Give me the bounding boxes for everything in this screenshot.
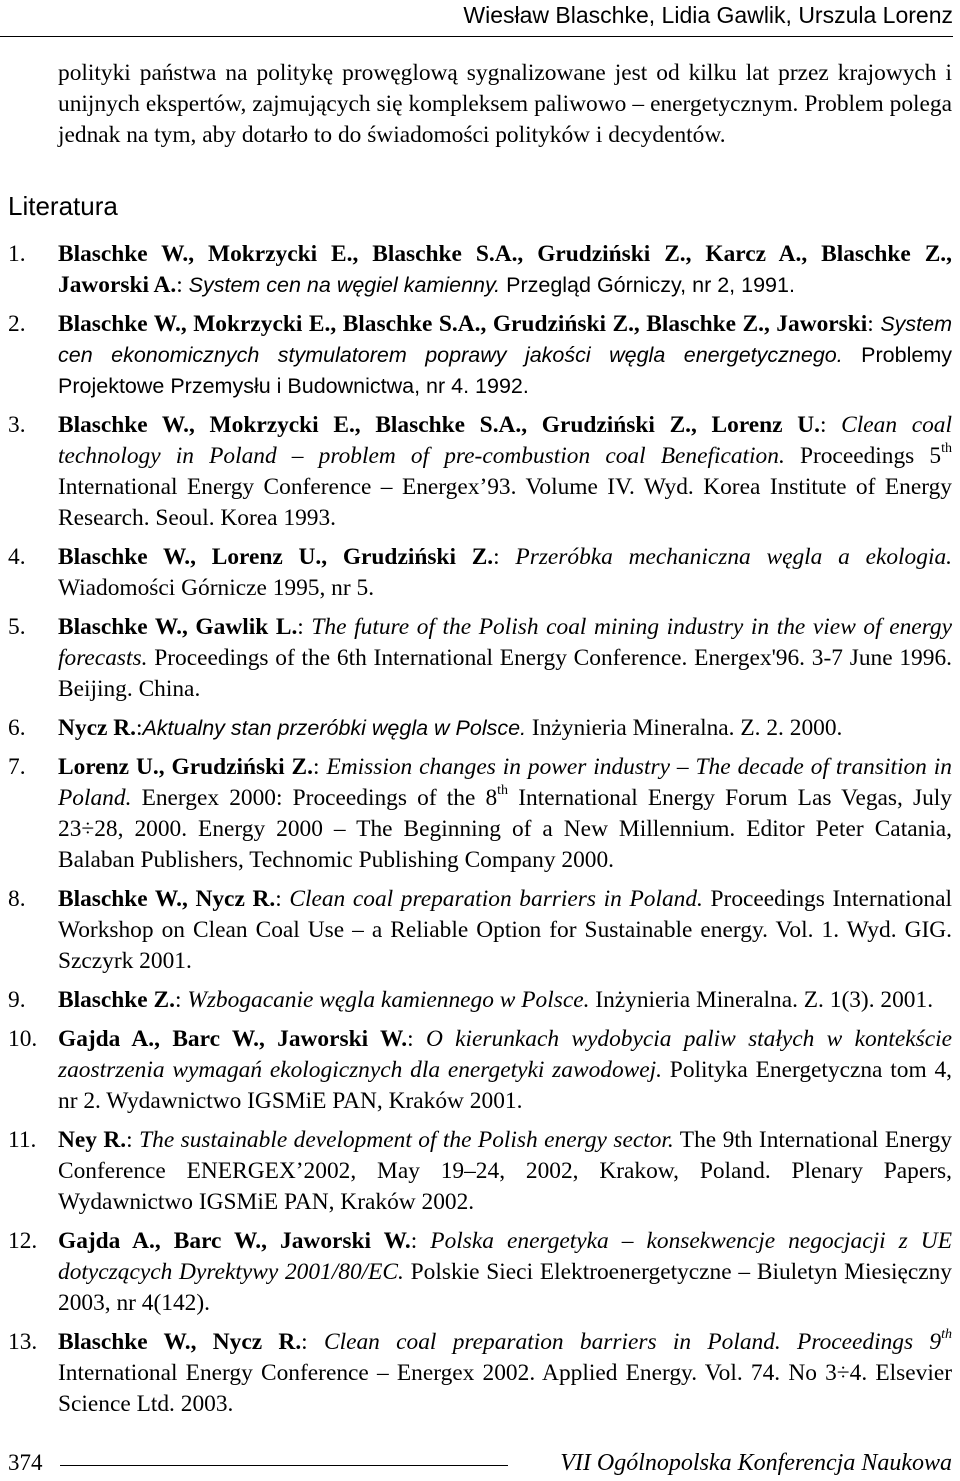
reference-source: Proceedings 5 — [784, 443, 942, 469]
reference-number: 3. — [8, 412, 26, 438]
section-title: Literatura — [8, 191, 118, 221]
reference-number: 1. — [8, 241, 26, 267]
reference-title: Clean coal technology in Poland – problem of pre-combustion coal Benefication. — [58, 412, 952, 469]
reference-number: 7. — [8, 754, 26, 780]
reference-superscript: th — [941, 441, 952, 457]
reference-item — [8, 1024, 952, 1117]
reference-item — [8, 542, 952, 604]
reference-authors: Blaschke W., Gawlik L. — [58, 614, 298, 640]
reference-title: Clean coal preparation barriers in Poland. Proceedings 9 — [323, 1329, 942, 1355]
reference-source: International Energy Conference – Energex 2002. Applied Energy. Vol. 74. No 3÷4. Elsevier Science Ltd. 2003. — [58, 1360, 952, 1417]
reference-separator: : — [867, 311, 881, 337]
reference-authors: Blaschke W., Mokrzycki E., Blaschke S.A., Grudziński Z., Lorenz U. — [58, 412, 820, 438]
reference-number: 10. — [8, 1026, 38, 1052]
reference-authors: Ney R. — [58, 1127, 127, 1153]
reference-item — [8, 884, 952, 977]
reference-authors: Blaschke W., Mokrzycki E., Blaschke S.A., Grudziński Z., Karcz A., Blaschke Z., Jaworski A. — [58, 241, 952, 298]
reference-separator: : — [819, 412, 842, 438]
reference-source: Przegląd Górniczy, nr 2, 1991. — [500, 273, 795, 297]
reference-separator: : — [174, 987, 188, 1013]
reference-separator: : — [312, 754, 327, 780]
reference-source: Polskie Sieci Elektroenergetyczne – Biuletyn Miesięczny 2003, nr 4(142). — [58, 1259, 952, 1316]
reference-item — [8, 1125, 952, 1218]
reference-title: System cen ekonomicznych stymulatorem poprawy jakości węgla energetycznego. — [58, 312, 952, 367]
reference-title: O kierunkach wydobycia paliw stałych w kontekście zaostrzenia wymagań ekologicznych dla energetyki zawodowej. — [58, 1026, 952, 1083]
reference-authors: Blaschke W., Mokrzycki E., Blaschke S.A., Grudziński Z., Blaschke Z., Jaworski — [58, 311, 868, 337]
reference-authors: Gajda A., Barc W., Jaworski W. — [58, 1228, 411, 1254]
reference-separator: : — [126, 1127, 140, 1153]
conference-title: VII Ogólnopolska Konferencja Naukowa — [560, 1450, 952, 1476]
reference-separator: : — [301, 1329, 324, 1355]
reference-authors: Blaschke Z. — [58, 987, 175, 1013]
reference-number: 12. — [8, 1228, 38, 1254]
reference-title: Przeróbka mechaniczna węgla a ekologia. — [515, 544, 952, 570]
page-number: 374 — [8, 1450, 43, 1475]
reference-item — [8, 612, 952, 705]
reference-separator: : — [493, 544, 516, 570]
reference-item — [8, 985, 952, 1016]
reference-number: 5. — [8, 614, 26, 640]
reference-item — [8, 309, 952, 402]
reference-title: Clean coal preparation barriers in Poland. — [289, 886, 703, 912]
reference-list — [8, 239, 952, 1420]
reference-source: Polityka Energetyczna tom 4, nr 2. Wydawnictwo IGSMiE PAN, Kraków 2001. — [58, 1057, 952, 1114]
reference-title: Wzbogacanie węgla kamiennego w Polsce. — [187, 987, 590, 1013]
reference-source: Inżynieria Mineralna. Z. 2. 2000. — [526, 715, 843, 741]
reference-number: 8. — [8, 886, 26, 912]
reference-source: Inżynieria Mineralna. Z. 1(3). 2001. — [589, 987, 934, 1013]
running-head: Wiesław Blaschke, Lidia Gawlik, Urszula Lorenz — [463, 2, 953, 28]
page-content — [8, 58, 952, 1428]
reference-title: Polska energetyka – konsekwencje negocjacji z UE dotyczących Dyrektywy 2001/80/EC. — [58, 1228, 952, 1285]
reference-source: Problemy Projektowe Przemysłu i Budownictwa, nr 4. 1992. — [58, 343, 952, 398]
reference-separator: : — [410, 1228, 431, 1254]
reference-source-continued: International Energy Forum Las Vegas, July 23÷28, 2000. Energy 2000 – The Beginning of a New Millennium. Editor Peter Catania, Balaban Publishers, Technomic Publishing Company 2000. — [58, 785, 952, 873]
reference-authors: Nycz R. — [58, 715, 136, 741]
reference-title: Aktualny stan przeróbki węgla w Polsce. — [142, 716, 527, 740]
reference-source: Energex 2000: Proceedings of the 8 — [131, 785, 498, 811]
reference-authors: Lorenz U., Grudziński Z. — [58, 754, 313, 780]
reference-separator: : — [407, 1026, 426, 1052]
reference-source-continued: International Energy Conference – Energex’93. Volume IV. Wyd. Korea Institute of Energy Research. Seoul. Korea 1993. — [58, 474, 952, 531]
reference-source: Proceedings of the 6th International Energy Conference. Energex'96. 3-7 June 1996. Beijing. China. — [58, 645, 952, 702]
reference-number: 9. — [8, 987, 26, 1013]
reference-item — [8, 239, 952, 301]
reference-source: The 9th International Energy Conference ENERGEX’2002, May 19–24, 2002, Krakow, Poland. Plenary Papers, Wydawnictwo IGSMiE PAN, Kraków 2002. — [58, 1127, 952, 1215]
reference-number: 13. — [8, 1329, 38, 1355]
reference-superscript: th — [497, 783, 509, 799]
reference-number: 11. — [8, 1127, 37, 1153]
footer-rule — [60, 1465, 508, 1466]
reference-item — [8, 713, 952, 744]
reference-item — [8, 752, 952, 876]
header-rule — [0, 36, 953, 37]
reference-item — [8, 1327, 952, 1420]
reference-separator: : — [275, 886, 290, 912]
reference-number: 2. — [8, 311, 26, 337]
reference-number: 6. — [8, 715, 26, 741]
reference-separator: : — [297, 614, 312, 640]
reference-authors: Blaschke W., Lorenz U., Grudziński Z. — [58, 544, 494, 570]
reference-number: 4. — [8, 544, 26, 570]
reference-superscript: th — [941, 1327, 952, 1343]
reference-authors: Gajda A., Barc W., Jaworski W. — [58, 1026, 408, 1052]
intro-paragraph: polityki państwa na politykę prowęglową sygnalizowane jest od kilku lat przez krajowych i unijnych ekspertów, zajmujących się kompleksem paliwowo – energetycznym. Problem polega jednak na tym, aby dotarło to do świadomości polityków i decydentów. — [58, 60, 952, 148]
reference-authors: Blaschke W., Nycz R. — [58, 886, 276, 912]
page-footer — [8, 1450, 952, 1480]
reference-item — [8, 1226, 952, 1319]
reference-separator: : — [176, 272, 189, 298]
reference-item — [8, 410, 952, 534]
reference-title: System cen na węgiel kamienny. — [188, 273, 501, 297]
reference-authors: Blaschke W., Nycz R. — [58, 1329, 302, 1355]
reference-source: Wiadomości Górnicze 1995, nr 5. — [58, 575, 375, 601]
reference-title: The sustainable development of the Polish energy sector. — [139, 1127, 674, 1153]
reference-title: Emission changes in power industry – The decade of transition in Poland. — [58, 754, 952, 811]
reference-separator: : — [135, 715, 143, 741]
reference-title: The future of the Polish coal mining industry in the view of energy forecasts. — [58, 614, 952, 671]
reference-source: Proceedings International Workshop on Clean Coal Use – a Reliable Option for Sustainable energy. Vol. 1. Wyd. GIG. Szczyrk 2001. — [58, 886, 952, 974]
